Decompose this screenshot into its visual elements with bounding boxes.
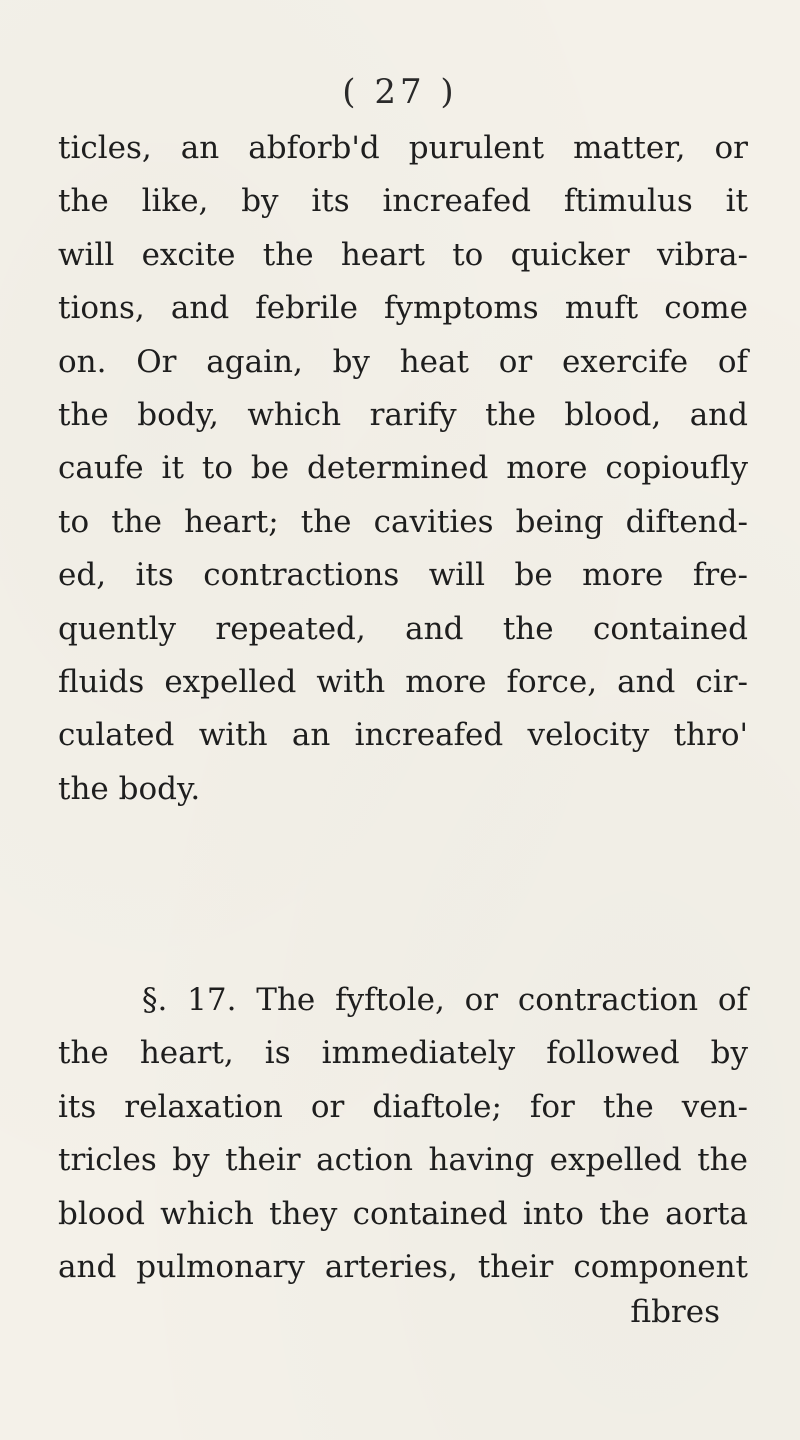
text-line: culated with an increafed velocity thro': [58, 717, 748, 754]
paragraph-2: [58, 974, 748, 1294]
text-line: the like, by its increafed ftimulus it: [58, 183, 748, 220]
page-number: ( 27 ): [342, 72, 458, 112]
text-line: on. Or again, by heat or exercife of: [58, 343, 748, 380]
text-line: ticles, an abforb'd purulent matter, or: [58, 130, 748, 166]
text-line: the heart, is immediately followed by: [58, 1035, 748, 1072]
text-line: blood which they contained into the aorta: [58, 1195, 748, 1232]
text-line: §. 17. The fyftole, or contraction of: [142, 982, 748, 1018]
paragraph-1: [58, 122, 748, 816]
text-line: the body.: [58, 770, 201, 807]
text-line: will excite the heart to quicker vibra-: [58, 236, 748, 273]
text-line: the body, which rarify the blood, and: [58, 396, 748, 433]
text-line: and pulmonary arteries, their component: [58, 1248, 748, 1285]
text-line: to the heart; the cavities being diftend-: [58, 503, 748, 540]
text-line: tricles by their action having expelled the: [58, 1142, 748, 1179]
text-line: its relaxation or diaftole; for the ven-: [58, 1088, 748, 1125]
text-line: fluids expelled with more force, and cir-: [58, 663, 748, 700]
text-line: ed, its contractions will be more fre-: [58, 557, 748, 594]
catchword: fibres: [630, 1294, 720, 1330]
text-line: caufe it to be determined more copioufly: [58, 450, 748, 487]
text-line: quently repeated, and the contained: [58, 610, 748, 647]
text-line: tions, and febrile fymptoms muft come: [58, 290, 748, 327]
